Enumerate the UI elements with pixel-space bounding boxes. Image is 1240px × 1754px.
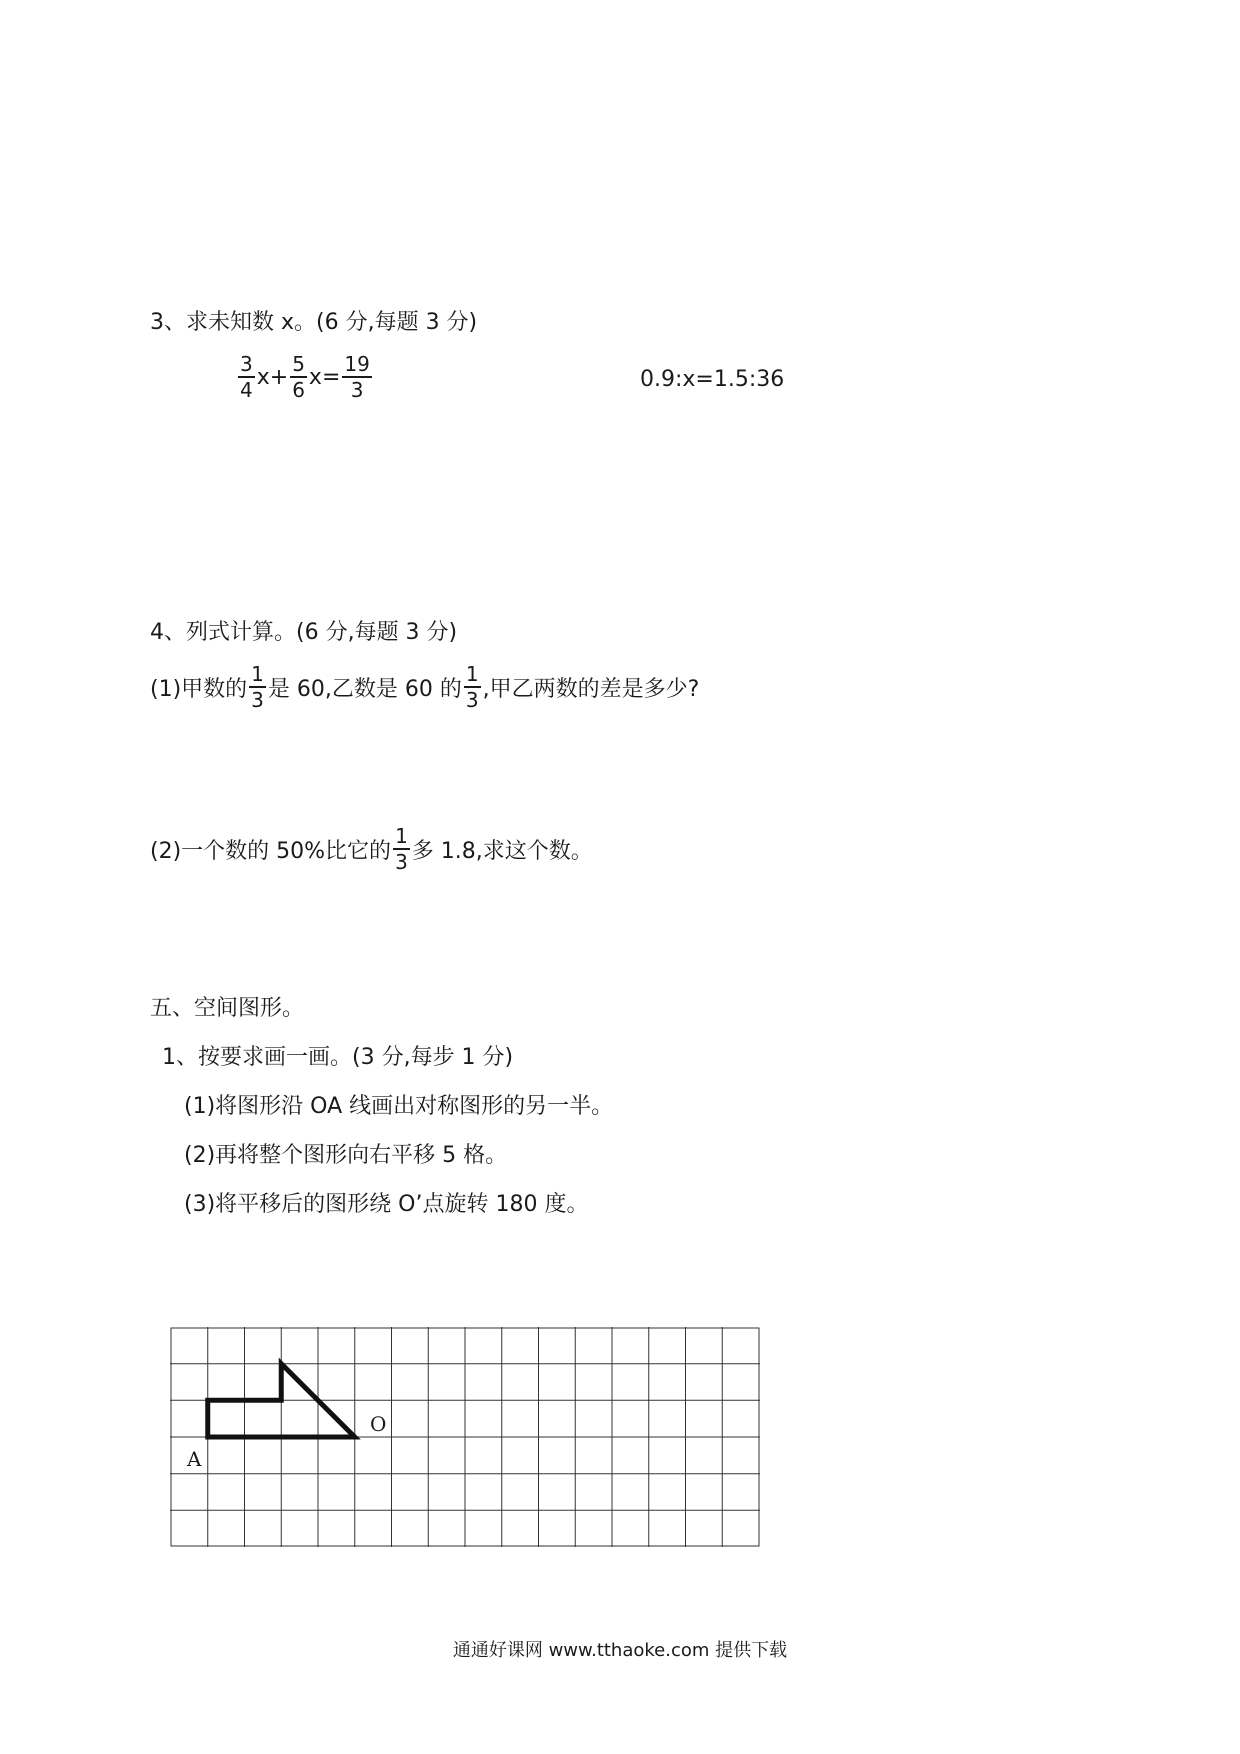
- fraction: [290, 352, 307, 402]
- footer: 通通好课网 www.tthaoke.com 提供下载: [452, 1640, 788, 1661]
- drawing-grid: [170, 1327, 760, 1547]
- q4-problem-1: [150, 662, 699, 712]
- operator-text: x+: [256, 364, 289, 390]
- fraction: [393, 824, 410, 874]
- denominator: 6: [292, 378, 305, 402]
- step-3: (3)将平移后的图形绕 O’点旋转 180 度。: [184, 1192, 589, 1217]
- denominator: 4: [240, 378, 253, 402]
- section5-title: 五、空间图形。: [150, 996, 305, 1021]
- problem-text: 是 60,乙数是 60 的: [267, 676, 462, 702]
- numerator: 3: [240, 352, 253, 376]
- operator-text: x=: [308, 364, 341, 390]
- point-a-label: A: [187, 1447, 202, 1471]
- fraction: [238, 352, 255, 402]
- grid-svg: [170, 1327, 760, 1547]
- problem-text: ,甲乙两数的差是多少?: [482, 676, 700, 702]
- numerator: 1: [395, 824, 408, 848]
- point-o-label: O: [370, 1412, 387, 1436]
- numerator: 5: [292, 352, 305, 376]
- fraction: [464, 662, 481, 712]
- problem-text: 多 1.8,求这个数。: [411, 838, 593, 864]
- denominator: 3: [465, 688, 479, 712]
- section5-q1-title: 1、按要求画一画。(3 分,每步 1 分): [162, 1045, 514, 1070]
- q3-title: 3、求未知数 x。(6 分,每题 3 分): [150, 310, 478, 335]
- denominator: 3: [251, 688, 264, 712]
- q4-title: 4、列式计算。(6 分,每题 3 分): [150, 620, 458, 645]
- problem-text: (2)一个数的 50%比它的: [150, 838, 392, 864]
- step-2: (2)再将整个图形向右平移 5 格。: [184, 1143, 508, 1168]
- step-1: (1)将图形沿 OA 线画出对称图形的另一半。: [184, 1094, 614, 1119]
- denominator: 3: [350, 378, 364, 402]
- fraction: [342, 352, 371, 402]
- q4-problem-2: [150, 824, 593, 874]
- problem-text: (1)甲数的: [150, 676, 248, 702]
- numerator: 1: [251, 662, 264, 686]
- numerator: 1: [465, 662, 479, 686]
- q3-equation-1: [236, 352, 374, 402]
- denominator: 3: [395, 850, 408, 874]
- q3-equation-2: 0.9:x=1.5:36: [640, 367, 785, 392]
- fraction: [249, 662, 266, 712]
- numerator: 19: [344, 352, 370, 376]
